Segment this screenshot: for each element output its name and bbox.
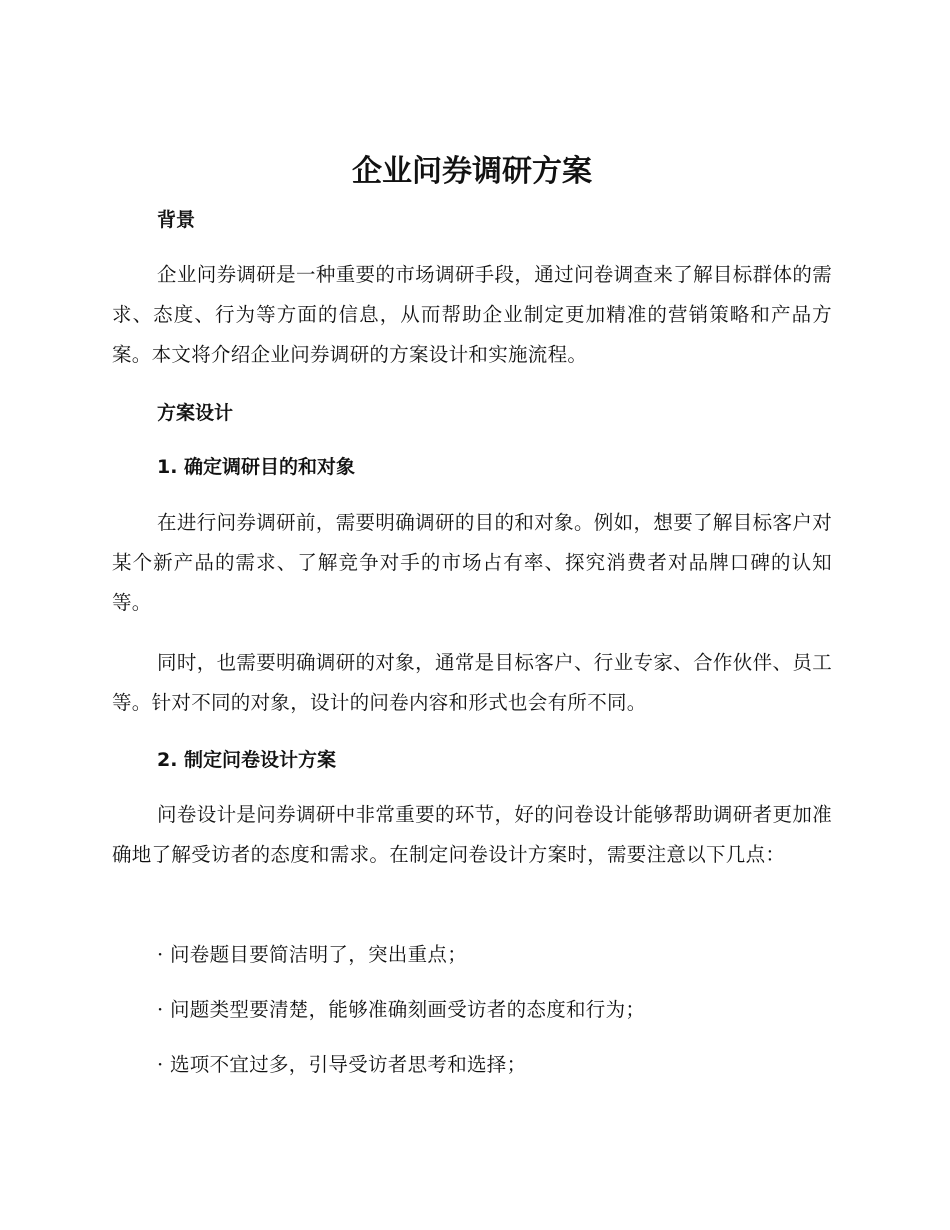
paragraph-step1-purpose: 在进行问券调研前，需要明确调研的目的和对象。例如，想要了解目标客户对某个新产品的需求、了解竞争对手的市场占有率、探究消费者对品牌口碑的认知等。 (112, 511, 832, 614)
paragraph-step1-target: 同时，也需要明确调研的对象，通常是目标客户、行业专家、合作伙伴、员工等。针对不同的对象，设计的问卷内容和形式也会有所不同。 (112, 651, 832, 714)
step1-heading: 1. 确定调研目的和对象 (157, 456, 356, 478)
document-title: 企业问券调研方案 (352, 154, 592, 189)
section-heading-design: 方案设计 (157, 402, 234, 424)
bullet-item-2: · 问题类型要清楚，能够准确刻画受访者的态度和行为； (157, 998, 646, 1021)
bullet-item-1: · 问卷题目要简洁明了，突出重点； (157, 943, 467, 966)
section-heading-background: 背景 (157, 209, 196, 231)
paragraph-background: 企业问券调研是一种重要的市场调研手段，通过问卷调查来了解目标群体的需求、态度、行为等方面的信息，从而帮助企业制定更加精准的营销策略和产品方案。本文将介绍企业问券调研的方案设计和实施流程。 (112, 263, 832, 366)
paragraph-step2-design: 问卷设计是问券调研中非常重要的环节，好的问卷设计能够帮助调研者更加准确地了解受访者的态度和需求。在制定问卷设计方案时，需要注意以下几点： (112, 803, 832, 866)
step2-heading: 2. 制定问卷设计方案 (157, 749, 337, 771)
bullet-item-3: · 选项不宜过多，引导受访者思考和选择； (157, 1053, 527, 1076)
